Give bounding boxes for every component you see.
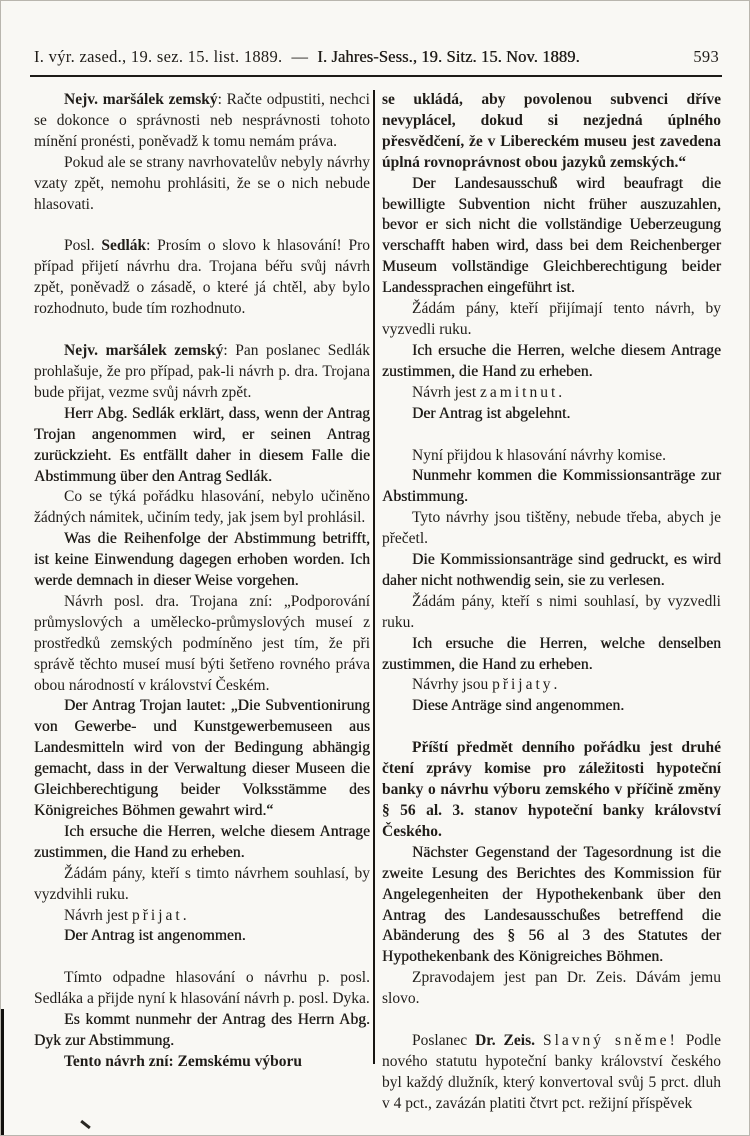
header-rule xyxy=(30,75,722,77)
text-czech: přijaty xyxy=(492,676,554,694)
paragraph xyxy=(382,968,721,1010)
text-german: Die Kommissionsanträge sind gedruckt, es wird daher nicht nothwendig sein, sie zu verlesen. xyxy=(382,551,721,589)
paragraph xyxy=(382,675,721,696)
text-czech: Tímto odpadne hlasování o návrhu p. posl. Sedláka a přijde nyní k hlasování návrh p. posl. Dyka. xyxy=(34,969,370,1008)
text-german: . xyxy=(241,927,246,945)
text-czech: Posl. xyxy=(64,237,102,255)
paragraph xyxy=(382,592,721,634)
paragraph xyxy=(382,299,721,341)
text-czech: Tyto návrhy jsou tištěny, nebude třeba, abych je přečetl. xyxy=(382,509,721,548)
text-czech: Sedlák xyxy=(101,237,147,255)
text-czech: Podle nového statutu hypoteční banky království českého byl každý dlužník, který konvertoval svůj 5 prct. dluh v 4 pct., zavázán platiti čtvrt pct. režijní příspěvek xyxy=(382,1032,721,1112)
header-separator: — xyxy=(291,47,309,66)
text-german: . xyxy=(566,404,571,422)
paragraph xyxy=(34,696,370,821)
paragraph xyxy=(34,926,370,947)
text-german: Nächster Gegenstand der Tagesordnung ist die zweite Lesung des Berichtes des Kommission für Angelegenheiten der Hypothekenbank über den Antrag des Landesausschußes betreffend die Abänderung des § 56 al 3 des Statutes der Hypothekenbank des Königreiches Böhmen. xyxy=(382,843,721,966)
text-german: Ich ersuche die Herren, welche diesem Antrage zustimmen, die Hand zu erheben. xyxy=(34,822,370,861)
text-czech: Návrh jest xyxy=(412,383,481,401)
text-german: Der Antrag ist xyxy=(412,404,506,422)
text-czech: Návrh jest xyxy=(64,906,133,924)
text-german: . xyxy=(620,697,625,715)
text-czech: Nejv. maršálek zemský xyxy=(64,342,224,360)
text-german: Ich ersuche die Herren, welche denselben zustimmen, die Hand zu erheben. xyxy=(382,634,721,673)
text-german: Der Antrag ist xyxy=(64,927,158,945)
paragraph xyxy=(382,466,721,508)
paragraph xyxy=(34,341,370,404)
text-czech: Nejv. maršálek zemský xyxy=(64,91,218,108)
header-german-date: I. Jahres-Sess., 19. Sitz. 15. Nov. 1889. xyxy=(317,47,580,66)
text-czech: : Prosím o slovo k hlasování! Pro případ přijetí návrhu dra. Trojana béřu svůj návrh zpět, poněvadž o zásadě, o které já chtěl, aby bylo rozhodnuto, bude tím rozhodnuto. xyxy=(34,237,370,318)
text-czech: Poslanec xyxy=(412,1032,476,1050)
paragraph xyxy=(34,90,370,153)
text-czech: Slavný sněme! xyxy=(542,1032,678,1050)
text-german: Diese Anträge sind xyxy=(412,697,536,715)
text-czech: Co se týká pořádku hlasování, nebylo učiněno žádných námitek, učiním tedy, jak jsem byl prohlásil. xyxy=(34,488,370,527)
text-german: Nunmehr kommen die Kommissionsanträge zur Abstimmung. xyxy=(382,467,721,506)
paragraph xyxy=(382,383,721,404)
paragraph xyxy=(34,1010,370,1052)
page-number: 593 xyxy=(693,47,719,66)
paragraph xyxy=(382,90,721,174)
paragraph xyxy=(34,822,370,864)
scan-edge-artifact xyxy=(1,1009,4,1136)
text-german: angenommen xyxy=(157,927,242,945)
text-czech: Žádám pány, kteří s timto návrhem souhlasí, by vyzdvihli ruku. xyxy=(34,864,370,903)
text-czech: Návrh posl. dra. Trojana zní: „Podporování průmyslových a umělecko-průmyslových museí z prostředků zemských podmíněno jest tím, že při správě těchto museí musí býti šetřeno rovného práva obou národností v království Českém. xyxy=(34,592,370,694)
text-czech: : Račte odpustiti, nechci se dokonce o správnosti neb nesprávnosti tohoto mínění pronésti, poněvadž k tomu nemám práva. xyxy=(34,91,370,150)
paragraph xyxy=(382,508,721,550)
paragraph xyxy=(382,1031,721,1115)
text-czech: Žádám pány, kteří s nimi souhlasí, by vyzvedli ruku. xyxy=(382,592,721,631)
text-german: Herr Abg. Sedlák erklärt, dass, wenn der Antrag Trojan angenommen wird, er seinen Antrag zurückzieht. Es entfällt daher in diesem Falle die Abstimmung über den Antrag Sedlák. xyxy=(34,404,370,485)
left-column xyxy=(34,90,370,1115)
paragraph xyxy=(34,404,370,488)
column-divider xyxy=(373,90,375,1064)
text-czech: přijat xyxy=(132,906,183,924)
paragraph xyxy=(382,696,721,717)
paragraph xyxy=(34,906,370,927)
right-column xyxy=(382,90,721,1115)
text-german: angenommen xyxy=(535,697,621,715)
paragraph xyxy=(382,341,721,383)
text-czech: Nyní přijdou k hlasování návrhy komise. xyxy=(412,446,666,464)
paragraph xyxy=(34,529,370,592)
text-czech: Dr. Zeis. xyxy=(475,1032,535,1050)
text-czech: . xyxy=(553,676,558,694)
text-german: Der Antrag Trojan lautet: „Die Subventionirung von Gewerbe- und Kunstgewerbemuseen aus Landesmitteln wird von der Bedingung abhängig gemacht, dass in der Verwaltung dieser Museen die Gleichberechtigung beider Volksstämme des Königreiches Böhmen gewahrt wird.“ xyxy=(34,697,370,819)
page-body xyxy=(34,90,721,1115)
scan-mark-artifact xyxy=(80,1120,91,1129)
text-czech: Tento návrh zní: Zemskému výboru xyxy=(64,1052,302,1070)
text-czech: Zpravodajem jest pan Dr. Zeis. Dávám jemu slovo. xyxy=(382,969,721,1008)
paragraph xyxy=(382,634,721,676)
paragraph xyxy=(382,446,721,467)
text-czech: : Pan poslanec Sedlák prohlašuje, že pro případ, pak-li návrh p. dra. Trojana bude přijat, vezme svůj návrh zpět. xyxy=(34,342,370,401)
text-german: abgelehnt xyxy=(505,404,567,422)
text-czech: se ukládá, aby povolenou subvenci dříve nevyplácel, dokud si nezjedná úplného přesvědčení, že v Libereckém museu jest zavedena úplná rovnoprávnost obou jazyků zemských.“ xyxy=(382,91,721,171)
text-czech: . xyxy=(182,906,187,924)
paragraph xyxy=(382,174,721,299)
text-czech: Návrhy jsou xyxy=(412,676,493,694)
paragraph xyxy=(34,968,370,1010)
text-czech: Žádám pány, kteří přijímají tento návrh, by vyzvedli ruku. xyxy=(382,300,721,338)
text-german: Was die Reihenfolge der Abstimmung betrifft, ist keine Einwendung dagegen erhoben worden. Ich werde demnach in dieser Weise vorgehen. xyxy=(34,530,370,590)
paragraph xyxy=(382,738,721,843)
text-czech: Příští předmět denního pořádku jest druhé čtení zprávy komise pro záležitosti hypoteční banky o návrhu výboru zemského v příčině změny § 56 al. 3. stanov hypoteční banky království Českého. xyxy=(382,739,721,840)
paragraph xyxy=(34,1052,370,1073)
text-german: Der Landesausschuß wird beaufragt die bewilligte Subvention nicht früher auszuzahlen, bevor er sich nicht die vollständige Ueberzeugung verschafft haben wird, dass bei dem Reichenberger Museum vollständige Gleichberechtigung beider Landessprachen eingeführt ist. xyxy=(382,174,721,297)
paragraph xyxy=(34,864,370,906)
paragraph xyxy=(382,550,721,592)
text-german: Es kommt nunmehr der Antrag des Herrn Abg. Dyk zur Abstimmung. xyxy=(34,1011,370,1050)
paragraph xyxy=(34,487,370,529)
paragraph xyxy=(34,592,370,697)
paragraph xyxy=(382,843,721,968)
header-czech-date: I. výr. zased., 19. sez. 15. list. 1889. xyxy=(34,47,283,66)
paragraph xyxy=(382,404,721,425)
text-czech: zamitnut xyxy=(480,383,559,401)
paragraph xyxy=(34,153,370,216)
paragraph xyxy=(34,236,370,320)
text-czech xyxy=(535,1032,543,1049)
text-czech: . xyxy=(558,383,563,401)
text-czech: Pokud ale se strany navrhovatelův nebyly návrhy vzaty zpět, nemohu prohlásiti, že se o nich nebude hlasovati. xyxy=(34,153,370,213)
page-header xyxy=(34,47,719,67)
text-german: Ich ersuche die Herren, welche diesem Antrage zustimmen, die Hand zu erheben. xyxy=(382,341,721,380)
